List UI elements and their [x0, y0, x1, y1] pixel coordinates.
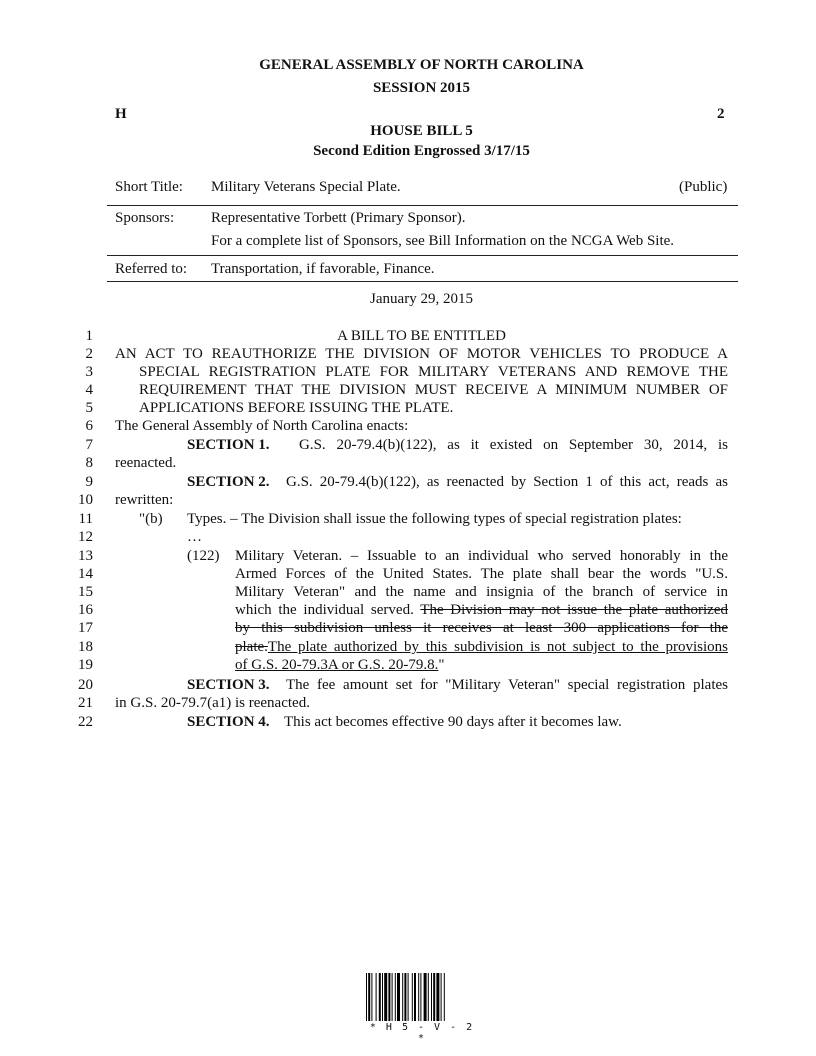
line-number: 1: [85, 328, 93, 344]
section-3-text: in G.S. 20-79.7(a1) is reenacted.: [115, 695, 310, 711]
divider: [107, 281, 738, 282]
inserted-text: of G.S. 20-79.3A or G.S. 20-79.8.: [235, 657, 439, 673]
line-number: 18: [78, 639, 93, 655]
section-3-heading: SECTION 3.: [187, 677, 270, 693]
act-title-line: SPECIAL REGISTRATION PLATE FOR MILITARY VETERANS AND REMOVE THE: [139, 364, 728, 380]
barcode-caption: * H 5 - V - 2 *: [369, 1022, 475, 1044]
line-number: 17: [78, 620, 93, 636]
line-number: 5: [85, 400, 93, 416]
section-2-text: G.S. 20-79.4(b)(122), as reenacted by Section 1 of this act, reads as: [286, 474, 728, 490]
edition-title: Second Edition Engrossed 3/17/15: [313, 143, 530, 159]
line-number: 16: [78, 602, 93, 618]
short-title-label: Short Title:: [115, 179, 183, 195]
line-number: 11: [78, 511, 93, 527]
closing-quote: ": [438, 657, 445, 673]
line-number: 13: [78, 548, 93, 564]
subdivision-number: (122): [187, 548, 220, 564]
subdivision-text: [235, 602, 728, 619]
deleted-text: plate.: [235, 639, 268, 655]
enacting-clause: The General Assembly of North Carolina enacts:: [115, 418, 409, 434]
subdivision-text: Military Veteran" and the name and insignia of the branch of service in: [235, 584, 728, 600]
section-2-text: rewritten:: [115, 492, 174, 508]
subdivision-text: Armed Forces of the United States. The plate shall bear the words "U.S.: [235, 566, 728, 582]
subdivision-text: [235, 639, 728, 656]
subdivision-text: Military Veteran. – Issuable to an individual who served honorably in the: [235, 548, 728, 564]
ellipsis: …: [187, 529, 202, 545]
line-number: 9: [85, 474, 93, 490]
section-4-text: This act becomes effective 90 days after it becomes law.: [284, 714, 622, 730]
barcode: [366, 973, 478, 1021]
sponsors-note: For a complete list of Sponsors, see Bill Information on the NCGA Web Site.: [211, 233, 675, 249]
assembly-title: GENERAL ASSEMBLY OF NORTH CAROLINA: [259, 57, 584, 73]
line-number: 20: [78, 677, 93, 693]
section-1-text: G.S. 20-79.4(b)(122), as it existed on September 30, 2014, is: [299, 437, 728, 453]
line-number: 14: [78, 566, 93, 582]
line-number: 6: [85, 418, 93, 434]
referred-label: Referred to:: [115, 261, 188, 277]
retained-text: which the individual served.: [235, 602, 414, 618]
line-number: 7: [85, 437, 93, 453]
subdivision-text: [235, 657, 444, 674]
line-number: 3: [85, 364, 93, 380]
act-title-line: REQUIREMENT THAT THE DIVISION MUST RECEIVE A MINIMUM NUMBER OF: [139, 382, 728, 398]
line-number: 22: [78, 714, 93, 730]
filed-date: January 29, 2015: [370, 291, 473, 307]
line-number: 21: [78, 695, 93, 711]
public-tag: (Public): [679, 179, 728, 195]
bill-heading: A BILL TO BE ENTITLED: [337, 328, 506, 344]
act-title-line: APPLICATIONS BEFORE ISSUING THE PLATE.: [139, 400, 454, 416]
section-4-heading: SECTION 4.: [187, 714, 270, 730]
chamber-code: H: [115, 106, 127, 122]
line-number: 2: [85, 346, 93, 362]
section-1-heading: SECTION 1.: [187, 437, 270, 453]
section-3-text: The fee amount set for "Military Veteran" special registration plates: [286, 677, 728, 693]
subsection-marker: "(b): [139, 511, 163, 527]
divider: [107, 205, 738, 206]
edition-number: 2: [717, 106, 725, 122]
bill-number: HOUSE BILL 5: [370, 123, 473, 139]
deleted-text: by this subdivision unless it receives at least 300 applications for the: [235, 620, 728, 636]
deleted-text: The Division may not issue the plate authorized: [420, 602, 728, 618]
short-title: Military Veterans Special Plate.: [211, 179, 401, 195]
sponsors-primary: Representative Torbett (Primary Sponsor).: [211, 210, 466, 226]
line-number: 4: [85, 382, 93, 398]
line-number: 15: [78, 584, 93, 600]
line-number: 10: [78, 492, 93, 508]
section-1-text: reenacted.: [115, 455, 177, 471]
subsection-text: Types. – The Division shall issue the following types of special registration plates:: [187, 511, 682, 527]
section-2-heading: SECTION 2.: [187, 474, 270, 490]
referred-committees: Transportation, if favorable, Finance.: [211, 261, 435, 277]
session-title: SESSION 2015: [372, 80, 471, 96]
line-number: 8: [85, 455, 93, 471]
line-number: 12: [78, 529, 93, 545]
inserted-text: The plate authorized by this subdivision is not subject to the provisions: [267, 639, 728, 655]
act-title-line: AN ACT TO REAUTHORIZE THE DIVISION OF MOTOR VEHICLES TO PRODUCE A: [115, 346, 728, 362]
sponsors-label: Sponsors:: [115, 210, 175, 226]
line-number: 19: [78, 657, 93, 673]
divider: [107, 255, 738, 256]
